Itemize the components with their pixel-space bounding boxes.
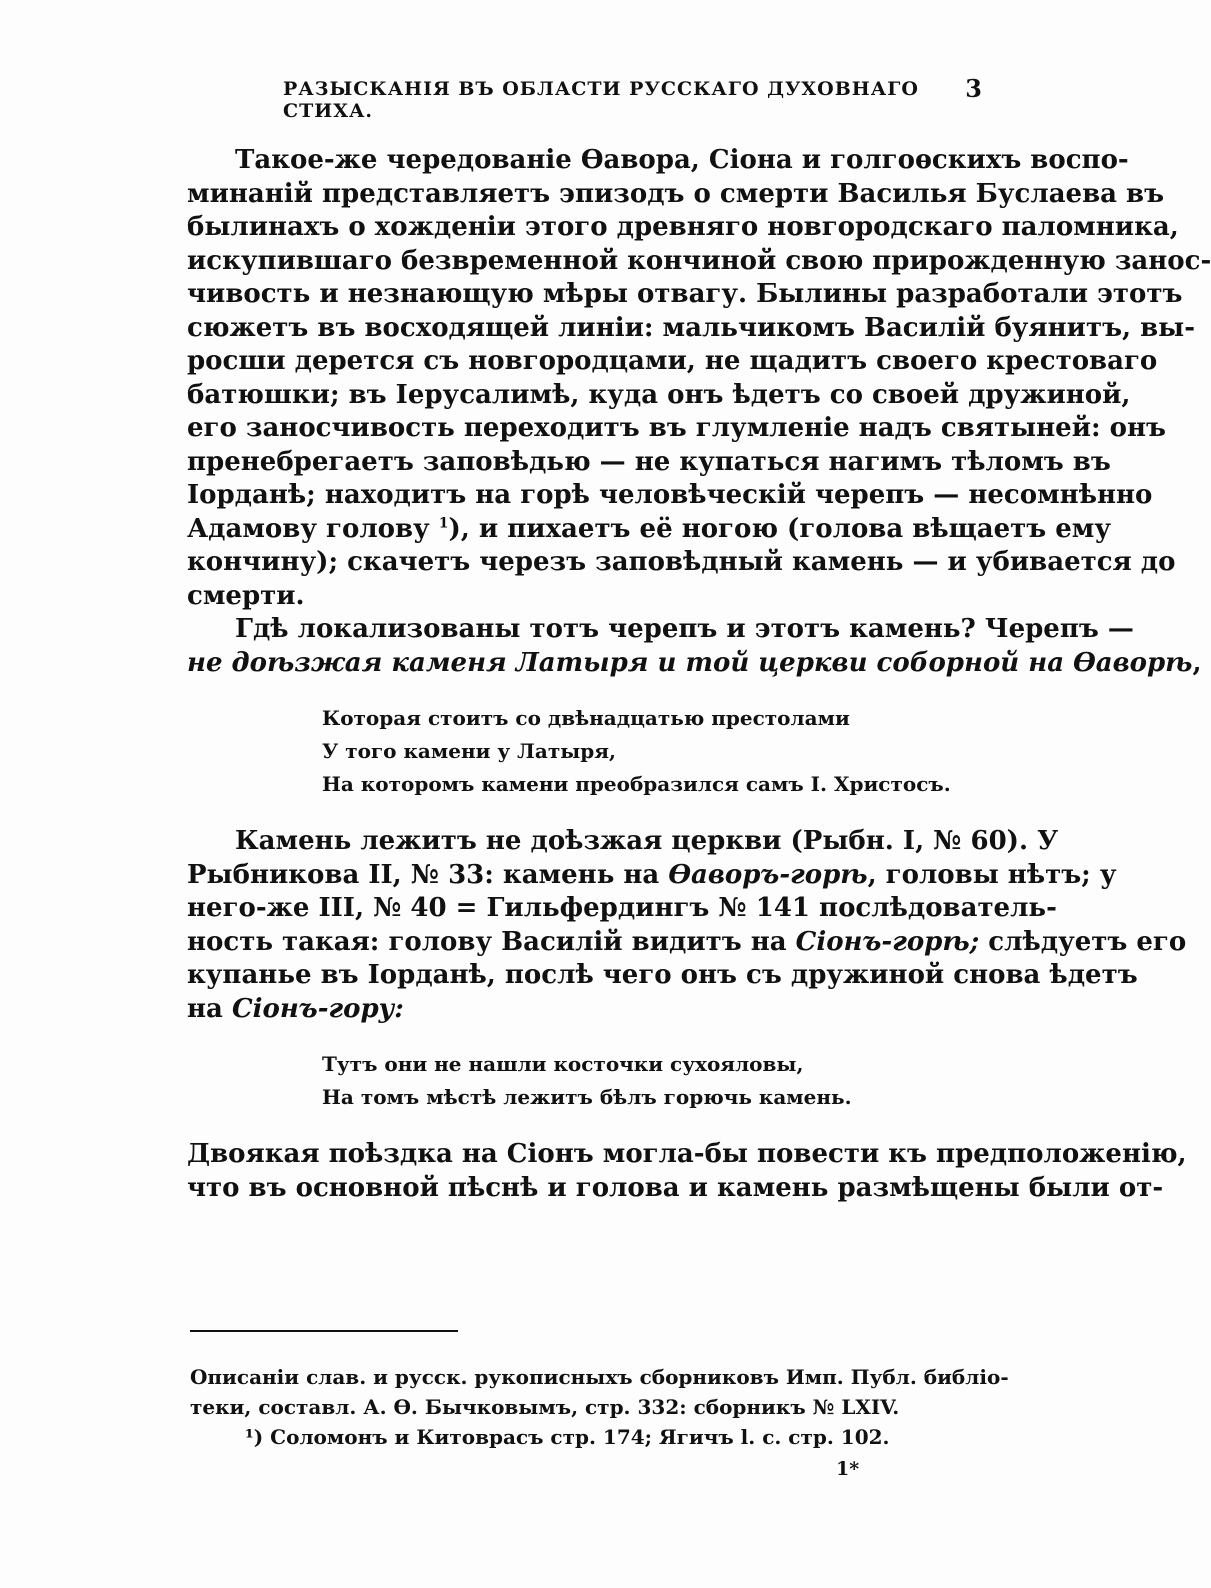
- para1-line: Іорданѣ; находитъ на горѣ человѣческій черепъ — несомнѣнно: [187, 480, 1153, 510]
- para1-line-with-footnote: [187, 513, 1112, 547]
- para1-line12-after: ), и пихаетъ её ногою (голова вѣщаетъ ему: [448, 513, 1112, 544]
- header-title: РАЗЫСКАНІЯ ВЪ ОБЛАСТИ РУССКАГО ДУХОВНАГО СТИХА.: [283, 78, 919, 122]
- para1-line: искупившаго безвременной кончиной свою прирожденную занос-: [187, 245, 1211, 276]
- para1-line: Такое-же чередованіе Ѳавора, Сіона и голгоѳскихъ воспо-: [235, 145, 1129, 175]
- footnote-ref: 1: [438, 514, 449, 531]
- para1-line: чивость и незнающую мѣры отвагу. Былины разработали этотъ: [187, 279, 1183, 309]
- para3-line: Камень лежитъ не доѣзжая церкви (Рыбн. I, № 60). У: [235, 826, 1059, 856]
- para3-line: [187, 993, 987, 1027]
- verse-line: На которомъ камени преобразился самъ І. Христосъ.: [322, 772, 951, 796]
- signature-mark: 1*: [836, 1458, 860, 1480]
- footnote-1: ¹) Соломонъ и Китоврасъ стр. 174; Ягичъ l. c. стр. 102.: [245, 1425, 890, 1449]
- para1-line: пренебрегаетъ заповѣдью — не купаться нагимъ тѣломъ въ: [187, 446, 1111, 477]
- para3-line: него-же III, № 40 = Гильфердингъ № 141 послѣдователь-: [187, 893, 1057, 923]
- footnotes: [190, 1362, 1009, 1452]
- para3-l2-b: , головы нѣтъ; у: [867, 859, 1117, 890]
- verse-line: У того камени у Латыря,: [322, 739, 616, 763]
- para1-line: кончину); скачетъ черезъ заповѣдный камень — и убивается до: [187, 547, 1176, 577]
- para1-line: его заносчивость переходитъ въ глумленіе надъ святыней: онъ: [187, 413, 1166, 443]
- place-name-italic: Ѳаворъ-горѣ: [668, 859, 868, 890]
- para1-line: сюжетъ въ восходящей линіи: мальчикомъ Василій буянитъ, вы-: [187, 312, 1196, 343]
- para2-line2-end: ,: [1192, 647, 1202, 678]
- footnote-line: Описаніи слав. и русск. рукописныхъ сборниковъ Имп. Публ. библіо-: [190, 1365, 1009, 1389]
- place-name-italic: Сіонъ-гору:: [231, 993, 404, 1024]
- para1-line: смерти.: [187, 580, 305, 611]
- para3-l6-a: на: [187, 993, 232, 1024]
- para3-line: [187, 926, 1187, 960]
- main-text: [187, 144, 1211, 1205]
- para2-line-italic: [187, 647, 1202, 681]
- para4-line: что въ основной пѣснѣ и голова и камень размѣщены были от-: [187, 1172, 1164, 1203]
- para4-line: Двоякая поѣздка на Сіонъ могла-бы повести къ предположенію,: [187, 1139, 1187, 1169]
- para1-line: минаній представляетъ эпизодъ о смерти Василья Буслаева въ: [187, 178, 1165, 209]
- para2-line: Гдѣ локализованы тотъ черепъ и этотъ камень? Черепъ —: [235, 614, 1134, 644]
- page-number: 3: [965, 74, 983, 103]
- verse-line: Тутъ они не нашли косточки сухояловы,: [322, 1052, 804, 1076]
- footnote-line: теки, составл. А. Ѳ. Бычковымъ, стр. 332: сборникъ № LXIV.: [190, 1395, 900, 1419]
- place-name-italic: Сіонъ-горѣ;: [795, 926, 980, 957]
- verse-line: Которая стоитъ со двѣнадцатью престолами: [322, 706, 850, 730]
- para3-line: купанье въ Іорданѣ, послѣ чего онъ съ дружиной снова ѣдетъ: [187, 960, 1138, 990]
- para1-line: батюшки; въ Іерусалимѣ, куда онъ ѣдетъ со своей дружиной,: [187, 379, 1131, 410]
- para3-l2-a: Рыбникова II, № 33: камень на: [187, 859, 669, 890]
- para1-line: росши дерется съ новгородцами, не щадитъ своего крестоваго: [187, 346, 1158, 376]
- footnote-rule: [190, 1330, 458, 1332]
- para3-l4-a: ность такая: голову Василій видитъ на: [187, 926, 796, 957]
- para1-line: былинахъ о хожденіи этого древняго новгородскаго паломника,: [187, 212, 1179, 242]
- para3-line: [187, 859, 1117, 893]
- running-header: [283, 74, 983, 122]
- quote-italic: не доѣзжая каменя Латыря и той церкви соборной на Ѳаворѣ: [187, 647, 1193, 678]
- para1-line12-before: Адамову голову: [187, 513, 439, 544]
- para3-l4-b: слѣдуетъ его: [979, 926, 1187, 957]
- verse-line: На томъ мѣстѣ лежитъ бѣлъ горючь камень.: [322, 1085, 852, 1109]
